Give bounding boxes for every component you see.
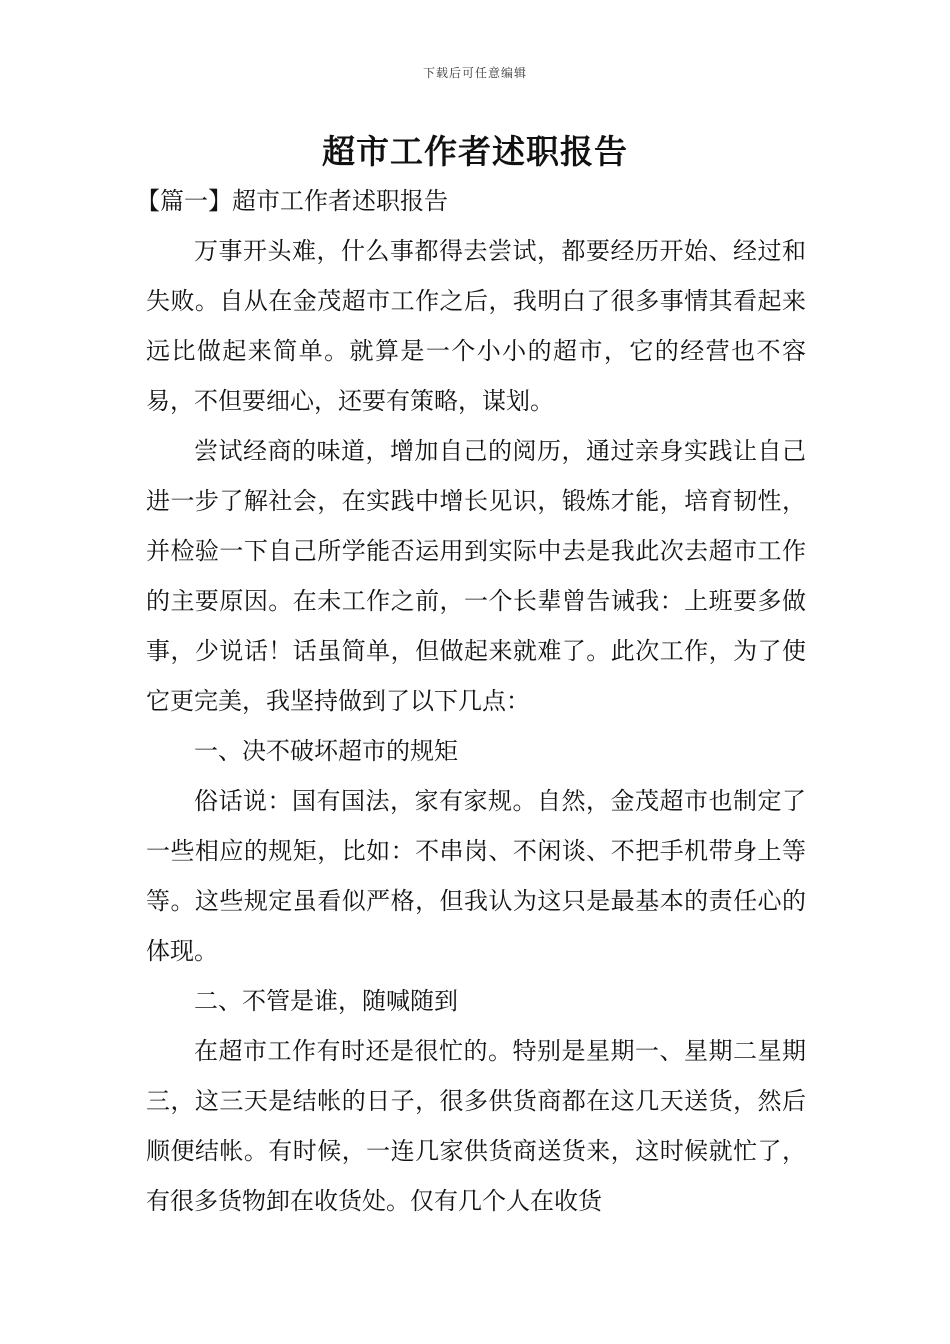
paragraph-3: 俗话说：国有国法，家有家规。自然，金茂超市也制定了一些相应的规矩，比如：不串岗、不闲谈、不把手机带身上等等。这些规定虽看似严格，但我认为这只是最基本的责任心的体现。 <box>146 787 806 965</box>
document-title: 超市工作者述职报告 <box>322 132 628 171</box>
subheading-1: 一、决不破坏超市的规矩 <box>194 737 458 765</box>
paragraph-4: 在超市工作有时还是很忙的。特别是星期一、星期二星期三，这三天是结帐的日子，很多供货商都在这几天送货，然后顺便结帐。有时候，一连几家供货商送货来，这时候就忙了，有很多货物卸在收货处。仅有几个人在收货 <box>146 1037 806 1215</box>
document-body <box>136 176 806 1226</box>
paragraph-1: 万事开头难，什么事都得去尝试，都要经历开始、经过和失败。自从在金茂超市工作之后，我明白了很多事情其看起来远比做起来简单。就算是一个小小的超市，它的经营也不容易，不但要细心，还要有策略，谋划。 <box>146 237 806 415</box>
paragraph-2: 尝试经商的味道，增加自己的阅历，通过亲身实践让自己进一步了解社会，在实践中增长见识，锻炼才能，培育韧性，并检验一下自己所学能否运用到实际中去是我此次去超市工作的主要原因。在未工作之前，一个长辈曾告诫我：上班要多做事，少说话！话虽简单，但做起来就难了。此次工作，为了使它更完美，我坚持做到了以下几点： <box>146 437 806 715</box>
header-note: 下载后可任意编辑 <box>422 66 527 80</box>
section-heading: 【篇一】超市工作者述职报告 <box>136 187 448 215</box>
subheading-2: 二、不管是谁，随喊随到 <box>194 987 458 1015</box>
